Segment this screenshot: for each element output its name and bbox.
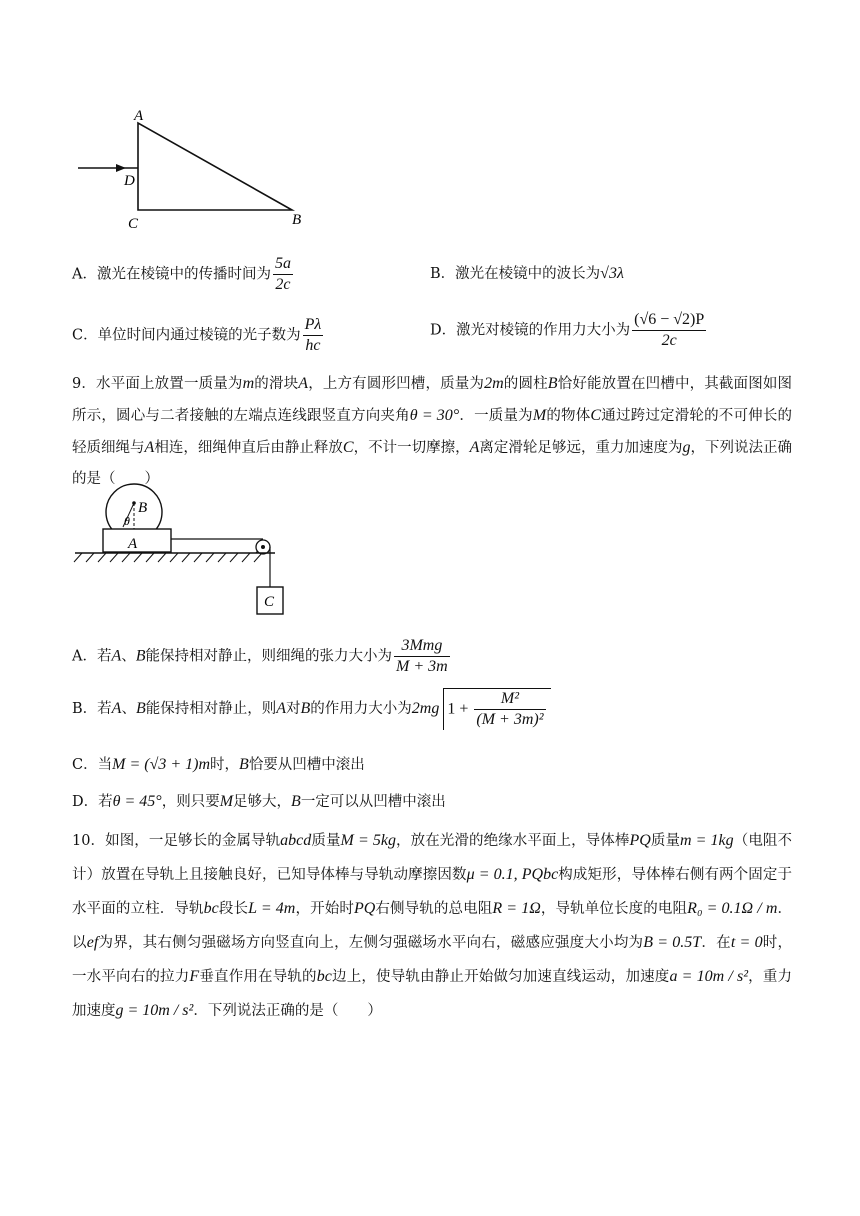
q8-option-d: D．激光对棱镜的作用力大小为 $\frac{(√6 - √2)P}{2c}$ — [430, 311, 705, 349]
hatch-mark — [194, 553, 202, 562]
hatch-mark — [122, 553, 130, 562]
hatch-mark — [206, 553, 214, 562]
q9-stem: 9．水平面上放置一质量为m的滑块A，上方有圆形凹槽，质量为2m的圆柱B恰好能放置在凹槽中，其截面图如图所示，圆心与二者接触的左端点连线跟竖直方向夹角θ = 30°．一质量为M的物体C通过跨过定滑轮的不可伸长的轻质细绳与A相连，细绳伸直后由静止释放C，不计一切摩擦，A离定滑轮足够远，重力加速度为g，下列说法正确的是（ ） — [72, 375, 793, 487]
q9-option-d: D．若θ = 45°，则只要M足够大，B一定可以从凹槽中滚出 — [72, 793, 446, 810]
hatch-mark — [242, 553, 250, 562]
q9-option-a: A．若A、B能保持相对静止，则细绳的张力大小为 $\frac{\text{3Mmg}}{M + 3m}$ — [72, 637, 448, 675]
hatch-mark — [146, 553, 154, 562]
hatch-mark — [98, 553, 106, 562]
q9-option-b: B．若A、B能保持相对静止，则A对B的作用力大小为2mg 1 + $\frac{\text{M²}}{\text{(M + 3m)²}}$ — [72, 688, 551, 730]
label-A: A — [134, 108, 144, 124]
hatch-mark — [110, 553, 118, 562]
block-pulley-figure — [70, 482, 300, 622]
hatch-mark — [182, 553, 190, 562]
label-theta: θ — [124, 514, 130, 528]
pulley-axle — [261, 545, 265, 549]
q8-option-b: B．激光在棱镜中的波长为√3λ — [430, 265, 624, 282]
fraction: $\frac{5a}{2c}$ — [274, 255, 291, 293]
square-root: 1 + $\frac{\text{M²}}{\text{(M + 3m)²}}$ — [443, 688, 550, 730]
hatch-mark — [86, 553, 94, 562]
hatch-mark — [170, 553, 178, 562]
fraction: $\frac{\text{M²}}{\text{(M + 3m)²}}$ — [476, 690, 544, 728]
hatch-mark — [218, 553, 226, 562]
fraction: $\frac{(√6 - √2)P}{2c}$ — [634, 311, 705, 349]
label-D: D — [124, 173, 135, 189]
hatch-mark — [74, 553, 82, 562]
hatch-mark — [254, 553, 262, 562]
prism-triangle — [138, 123, 292, 210]
label-C: C — [264, 594, 275, 610]
fraction: $\frac{P\lambda}{hc}$ — [304, 316, 322, 354]
q8-option-a: A．激光在棱镜中的传播时间为 $\frac{5a}{2c}$ — [72, 255, 291, 293]
label-C: C — [128, 216, 139, 232]
q10-stem: 10．如图，一足够长的金属导轨abcd质量M = 5kg，放在光滑的绝缘水平面上，导体棒PQ质量m = 1kg（电阻不计）放置在导轨上且接触良好，已知导体棒与导轨动摩擦因数μ = 0.1, PQbc构成矩形，导体棒右侧有两个固定于水平面的立柱．导轨bc段长L = 4m，开始时PQ右侧导轨的总电阻R = 1Ω，导轨单位长度的电阻R₀ = 0.1Ω / m．以ef为界，其右侧匀强磁场方向竖直向上，左侧匀强磁场水平向右，磁感应强度大小均为B = 0.5T．在t = 0时，一水平向右的拉力F垂直作用在导轨的bc边上，使导轨由静止开始做匀加速直线运动，加速度a = 10m / s²，重力加速度g = 10m / s²．下列说法正确的是（ ） — [72, 832, 793, 1019]
prism-figure — [70, 105, 320, 235]
label-B: B — [138, 500, 148, 516]
ground-hatching — [74, 553, 262, 562]
hatch-mark — [158, 553, 166, 562]
q8-option-c: C．单位时间内通过棱镜的光子数为 $\frac{P\lambda}{hc}$ — [72, 316, 322, 354]
hatch-mark — [134, 553, 142, 562]
hatch-mark — [230, 553, 238, 562]
q9-option-c: C．当M = (√3 + 1)m时，B恰要从凹槽中滚出 — [72, 756, 365, 773]
laser-arrowhead — [116, 164, 126, 172]
label-A: A — [128, 536, 138, 552]
label-B: B — [292, 212, 302, 228]
fraction: $\frac{\text{3Mmg}}{M + 3m}$ — [396, 637, 448, 675]
